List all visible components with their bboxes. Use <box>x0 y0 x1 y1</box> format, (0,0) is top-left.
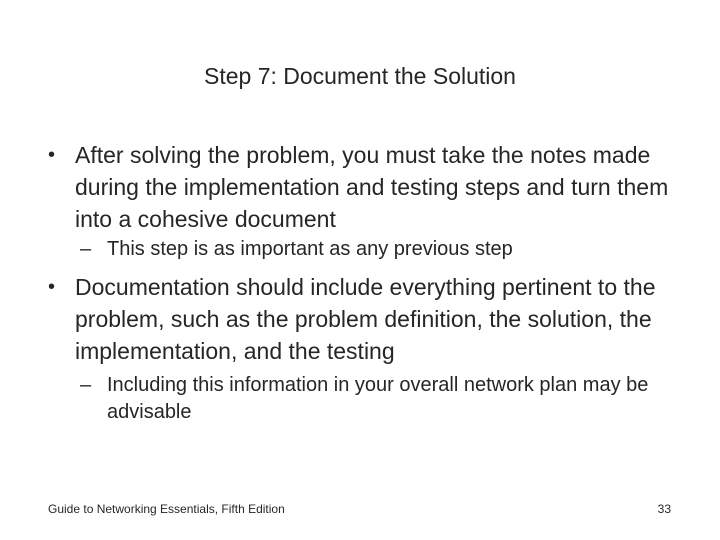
sub-bullet-1 <box>80 236 700 263</box>
page-number: 33 <box>657 502 671 516</box>
bullet-1 <box>48 139 678 235</box>
bullet-marker: • <box>48 144 56 166</box>
sub-bullet-2 <box>80 372 700 426</box>
bullet-2 <box>48 271 678 367</box>
bullet-text: Documentation should include everything pertinent to the problem, such as the problem definition, the solution, the implementation, and the testing <box>75 274 656 364</box>
sub-bullet-text: Including this information in your overall network plan may be advisable <box>107 374 649 423</box>
sub-bullet-text: This step is as important as any previous step <box>107 238 513 260</box>
slide-title: Step 7: Document the Solution <box>204 63 516 89</box>
sub-bullet-marker: – <box>80 374 92 396</box>
footer-book-title: Guide to Networking Essentials, Fifth Edition <box>48 502 285 516</box>
bullet-marker: • <box>48 276 56 298</box>
sub-bullet-marker: – <box>80 238 92 260</box>
bullet-text: After solving the problem, you must take the notes made during the implementation and testing steps and turn them into a cohesive document <box>75 142 669 232</box>
